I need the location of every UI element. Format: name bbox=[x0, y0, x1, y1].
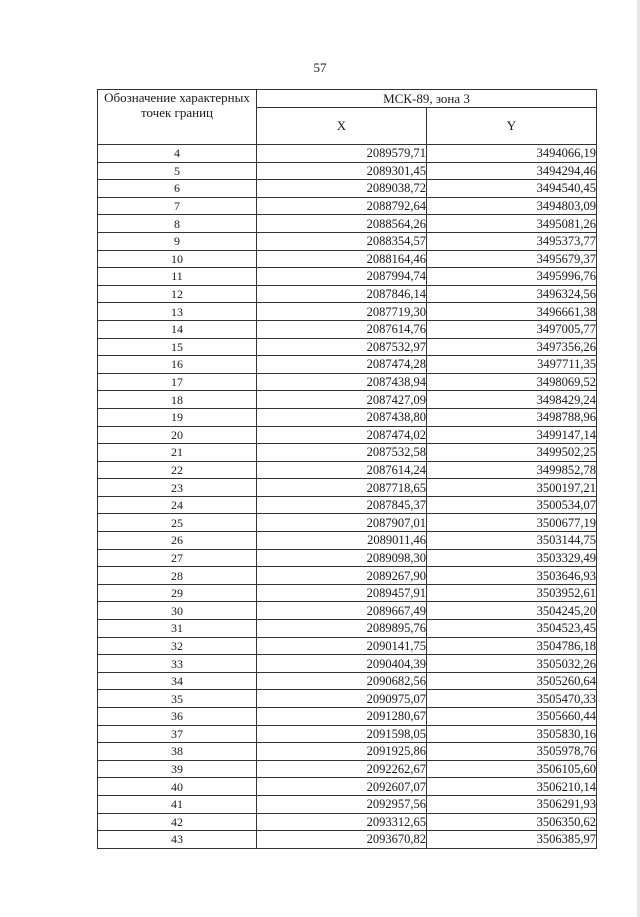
table-row bbox=[98, 496, 597, 514]
y-coordinate-cell: 3499852,78 bbox=[427, 461, 597, 479]
point-number-cell: 9 bbox=[98, 232, 257, 250]
point-number-cell: 25 bbox=[98, 514, 257, 532]
y-coordinate-cell: 3498429,24 bbox=[427, 391, 597, 409]
y-coordinate-cell: 3494540,45 bbox=[427, 180, 597, 198]
table-row bbox=[98, 637, 597, 655]
table-row bbox=[98, 725, 597, 743]
x-coordinate-cell: 2093670,82 bbox=[257, 831, 427, 849]
y-coordinate-cell: 3505830,16 bbox=[427, 725, 597, 743]
y-coordinate-cell: 3494294,46 bbox=[427, 162, 597, 180]
table-row bbox=[98, 655, 597, 673]
header-point-designation: Обозначение характерных точек границ bbox=[98, 90, 257, 145]
x-coordinate-cell: 2087438,94 bbox=[257, 373, 427, 391]
table-row bbox=[98, 602, 597, 620]
x-coordinate-cell: 2092607,07 bbox=[257, 778, 427, 796]
table-row bbox=[98, 338, 597, 356]
table-row bbox=[98, 620, 597, 638]
point-number-cell: 22 bbox=[98, 461, 257, 479]
x-coordinate-cell: 2087614,76 bbox=[257, 320, 427, 338]
point-number-cell: 42 bbox=[98, 813, 257, 831]
x-coordinate-cell: 2087845,37 bbox=[257, 496, 427, 514]
table-row bbox=[98, 479, 597, 497]
y-coordinate-cell: 3496661,38 bbox=[427, 303, 597, 321]
x-coordinate-cell: 2087718,65 bbox=[257, 479, 427, 497]
point-number-cell: 37 bbox=[98, 725, 257, 743]
x-coordinate-cell: 2087907,01 bbox=[257, 514, 427, 532]
x-coordinate-cell: 2087614,24 bbox=[257, 461, 427, 479]
table-row bbox=[98, 250, 597, 268]
y-coordinate-cell: 3503329,49 bbox=[427, 549, 597, 567]
y-coordinate-cell: 3504245,20 bbox=[427, 602, 597, 620]
point-number-cell: 15 bbox=[98, 338, 257, 356]
y-coordinate-cell: 3505978,76 bbox=[427, 743, 597, 761]
x-coordinate-cell: 2088354,57 bbox=[257, 232, 427, 250]
y-coordinate-cell: 3506385,97 bbox=[427, 831, 597, 849]
x-coordinate-cell: 2089457,91 bbox=[257, 584, 427, 602]
y-coordinate-cell: 3494803,09 bbox=[427, 197, 597, 215]
y-coordinate-cell: 3505470,33 bbox=[427, 690, 597, 708]
x-coordinate-cell: 2089011,46 bbox=[257, 532, 427, 550]
y-coordinate-cell: 3506210,14 bbox=[427, 778, 597, 796]
y-coordinate-cell: 3496324,56 bbox=[427, 285, 597, 303]
header-x: X bbox=[257, 108, 427, 145]
y-coordinate-cell: 3495081,26 bbox=[427, 215, 597, 233]
y-coordinate-cell: 3500197,21 bbox=[427, 479, 597, 497]
point-number-cell: 28 bbox=[98, 567, 257, 585]
table-row bbox=[98, 215, 597, 233]
table-row bbox=[98, 391, 597, 409]
x-coordinate-cell: 2087846,14 bbox=[257, 285, 427, 303]
table-row bbox=[98, 708, 597, 726]
point-number-cell: 36 bbox=[98, 708, 257, 726]
table-row bbox=[98, 408, 597, 426]
y-coordinate-cell: 3503646,93 bbox=[427, 567, 597, 585]
coordinates-table bbox=[97, 89, 597, 849]
point-number-cell: 21 bbox=[98, 444, 257, 462]
x-coordinate-cell: 2087474,28 bbox=[257, 356, 427, 374]
point-number-cell: 11 bbox=[98, 268, 257, 286]
y-coordinate-cell: 3497356,26 bbox=[427, 338, 597, 356]
y-coordinate-cell: 3504523,45 bbox=[427, 620, 597, 638]
x-coordinate-cell: 2087719,30 bbox=[257, 303, 427, 321]
table-row bbox=[98, 180, 597, 198]
point-number-cell: 14 bbox=[98, 320, 257, 338]
point-number-cell: 10 bbox=[98, 250, 257, 268]
y-coordinate-cell: 3498788,96 bbox=[427, 408, 597, 426]
table-row bbox=[98, 532, 597, 550]
point-number-cell: 7 bbox=[98, 197, 257, 215]
point-number-cell: 18 bbox=[98, 391, 257, 409]
x-coordinate-cell: 2091280,67 bbox=[257, 708, 427, 726]
point-number-cell: 20 bbox=[98, 426, 257, 444]
point-number-cell: 40 bbox=[98, 778, 257, 796]
point-number-cell: 16 bbox=[98, 356, 257, 374]
point-number-cell: 5 bbox=[98, 162, 257, 180]
y-coordinate-cell: 3497005,77 bbox=[427, 320, 597, 338]
y-coordinate-cell: 3498069,52 bbox=[427, 373, 597, 391]
y-coordinate-cell: 3505660,44 bbox=[427, 708, 597, 726]
x-coordinate-cell: 2089667,49 bbox=[257, 602, 427, 620]
point-number-cell: 39 bbox=[98, 760, 257, 778]
table-row bbox=[98, 461, 597, 479]
table-row bbox=[98, 356, 597, 374]
point-number-cell: 41 bbox=[98, 795, 257, 813]
x-coordinate-cell: 2088792,64 bbox=[257, 197, 427, 215]
point-number-cell: 26 bbox=[98, 532, 257, 550]
y-coordinate-cell: 3504786,18 bbox=[427, 637, 597, 655]
x-coordinate-cell: 2089267,90 bbox=[257, 567, 427, 585]
point-number-cell: 23 bbox=[98, 479, 257, 497]
table-header bbox=[98, 90, 597, 145]
table-row bbox=[98, 320, 597, 338]
point-number-cell: 17 bbox=[98, 373, 257, 391]
point-number-cell: 12 bbox=[98, 285, 257, 303]
x-coordinate-cell: 2087474,02 bbox=[257, 426, 427, 444]
x-coordinate-cell: 2089301,45 bbox=[257, 162, 427, 180]
y-coordinate-cell: 3506291,93 bbox=[427, 795, 597, 813]
y-coordinate-cell: 3500534,07 bbox=[427, 496, 597, 514]
table-row bbox=[98, 426, 597, 444]
point-number-cell: 27 bbox=[98, 549, 257, 567]
table-row bbox=[98, 285, 597, 303]
point-number-cell: 6 bbox=[98, 180, 257, 198]
table-row bbox=[98, 514, 597, 532]
header-coordinate-system: МСК-89, зона 3 bbox=[257, 90, 597, 108]
y-coordinate-cell: 3495373,77 bbox=[427, 232, 597, 250]
point-number-cell: 38 bbox=[98, 743, 257, 761]
table-row bbox=[98, 268, 597, 286]
y-coordinate-cell: 3495679,37 bbox=[427, 250, 597, 268]
point-number-cell: 34 bbox=[98, 672, 257, 690]
x-coordinate-cell: 2089895,76 bbox=[257, 620, 427, 638]
point-number-cell: 4 bbox=[98, 145, 257, 163]
point-number-cell: 32 bbox=[98, 637, 257, 655]
table-row bbox=[98, 162, 597, 180]
point-number-cell: 13 bbox=[98, 303, 257, 321]
x-coordinate-cell: 2090682,56 bbox=[257, 672, 427, 690]
table-row bbox=[98, 813, 597, 831]
x-coordinate-cell: 2090141,75 bbox=[257, 637, 427, 655]
x-coordinate-cell: 2088164,46 bbox=[257, 250, 427, 268]
y-coordinate-cell: 3495996,76 bbox=[427, 268, 597, 286]
x-coordinate-cell: 2093312,65 bbox=[257, 813, 427, 831]
x-coordinate-cell: 2087532,58 bbox=[257, 444, 427, 462]
table-row bbox=[98, 549, 597, 567]
y-coordinate-cell: 3506350,62 bbox=[427, 813, 597, 831]
y-coordinate-cell: 3505032,26 bbox=[427, 655, 597, 673]
x-coordinate-cell: 2087427,09 bbox=[257, 391, 427, 409]
table-row bbox=[98, 795, 597, 813]
y-coordinate-cell: 3499147,14 bbox=[427, 426, 597, 444]
x-coordinate-cell: 2090404,39 bbox=[257, 655, 427, 673]
point-number-cell: 43 bbox=[98, 831, 257, 849]
x-coordinate-cell: 2087438,80 bbox=[257, 408, 427, 426]
point-number-cell: 30 bbox=[98, 602, 257, 620]
table-row bbox=[98, 373, 597, 391]
x-coordinate-cell: 2092262,67 bbox=[257, 760, 427, 778]
x-coordinate-cell: 2088564,26 bbox=[257, 215, 427, 233]
table-row bbox=[98, 831, 597, 849]
point-number-cell: 33 bbox=[98, 655, 257, 673]
table-row bbox=[98, 743, 597, 761]
x-coordinate-cell: 2089579,71 bbox=[257, 145, 427, 163]
table-row bbox=[98, 145, 597, 163]
y-coordinate-cell: 3503952,61 bbox=[427, 584, 597, 602]
table-row bbox=[98, 672, 597, 690]
point-number-cell: 31 bbox=[98, 620, 257, 638]
y-coordinate-cell: 3503144,75 bbox=[427, 532, 597, 550]
point-number-cell: 35 bbox=[98, 690, 257, 708]
table-row bbox=[98, 567, 597, 585]
table-row bbox=[98, 444, 597, 462]
x-coordinate-cell: 2089098,30 bbox=[257, 549, 427, 567]
y-coordinate-cell: 3505260,64 bbox=[427, 672, 597, 690]
x-coordinate-cell: 2087532,97 bbox=[257, 338, 427, 356]
header-y: Y bbox=[427, 108, 597, 145]
y-coordinate-cell: 3500677,19 bbox=[427, 514, 597, 532]
y-coordinate-cell: 3497711,35 bbox=[427, 356, 597, 374]
x-coordinate-cell: 2089038,72 bbox=[257, 180, 427, 198]
y-coordinate-cell: 3499502,25 bbox=[427, 444, 597, 462]
x-coordinate-cell: 2091598,05 bbox=[257, 725, 427, 743]
point-number-cell: 8 bbox=[98, 215, 257, 233]
y-coordinate-cell: 3494066,19 bbox=[427, 145, 597, 163]
x-coordinate-cell: 2087994,74 bbox=[257, 268, 427, 286]
point-number-cell: 24 bbox=[98, 496, 257, 514]
table-body bbox=[98, 145, 597, 849]
x-coordinate-cell: 2090975,07 bbox=[257, 690, 427, 708]
point-number-cell: 29 bbox=[98, 584, 257, 602]
table-row bbox=[98, 690, 597, 708]
table-row bbox=[98, 778, 597, 796]
page-number: 57 bbox=[313, 60, 327, 75]
y-coordinate-cell: 3506105,60 bbox=[427, 760, 597, 778]
table-row bbox=[98, 232, 597, 250]
table-row bbox=[98, 303, 597, 321]
x-coordinate-cell: 2091925,86 bbox=[257, 743, 427, 761]
table-row bbox=[98, 584, 597, 602]
x-coordinate-cell: 2092957,56 bbox=[257, 795, 427, 813]
point-number-cell: 19 bbox=[98, 408, 257, 426]
table-row bbox=[98, 760, 597, 778]
table-row bbox=[98, 197, 597, 215]
